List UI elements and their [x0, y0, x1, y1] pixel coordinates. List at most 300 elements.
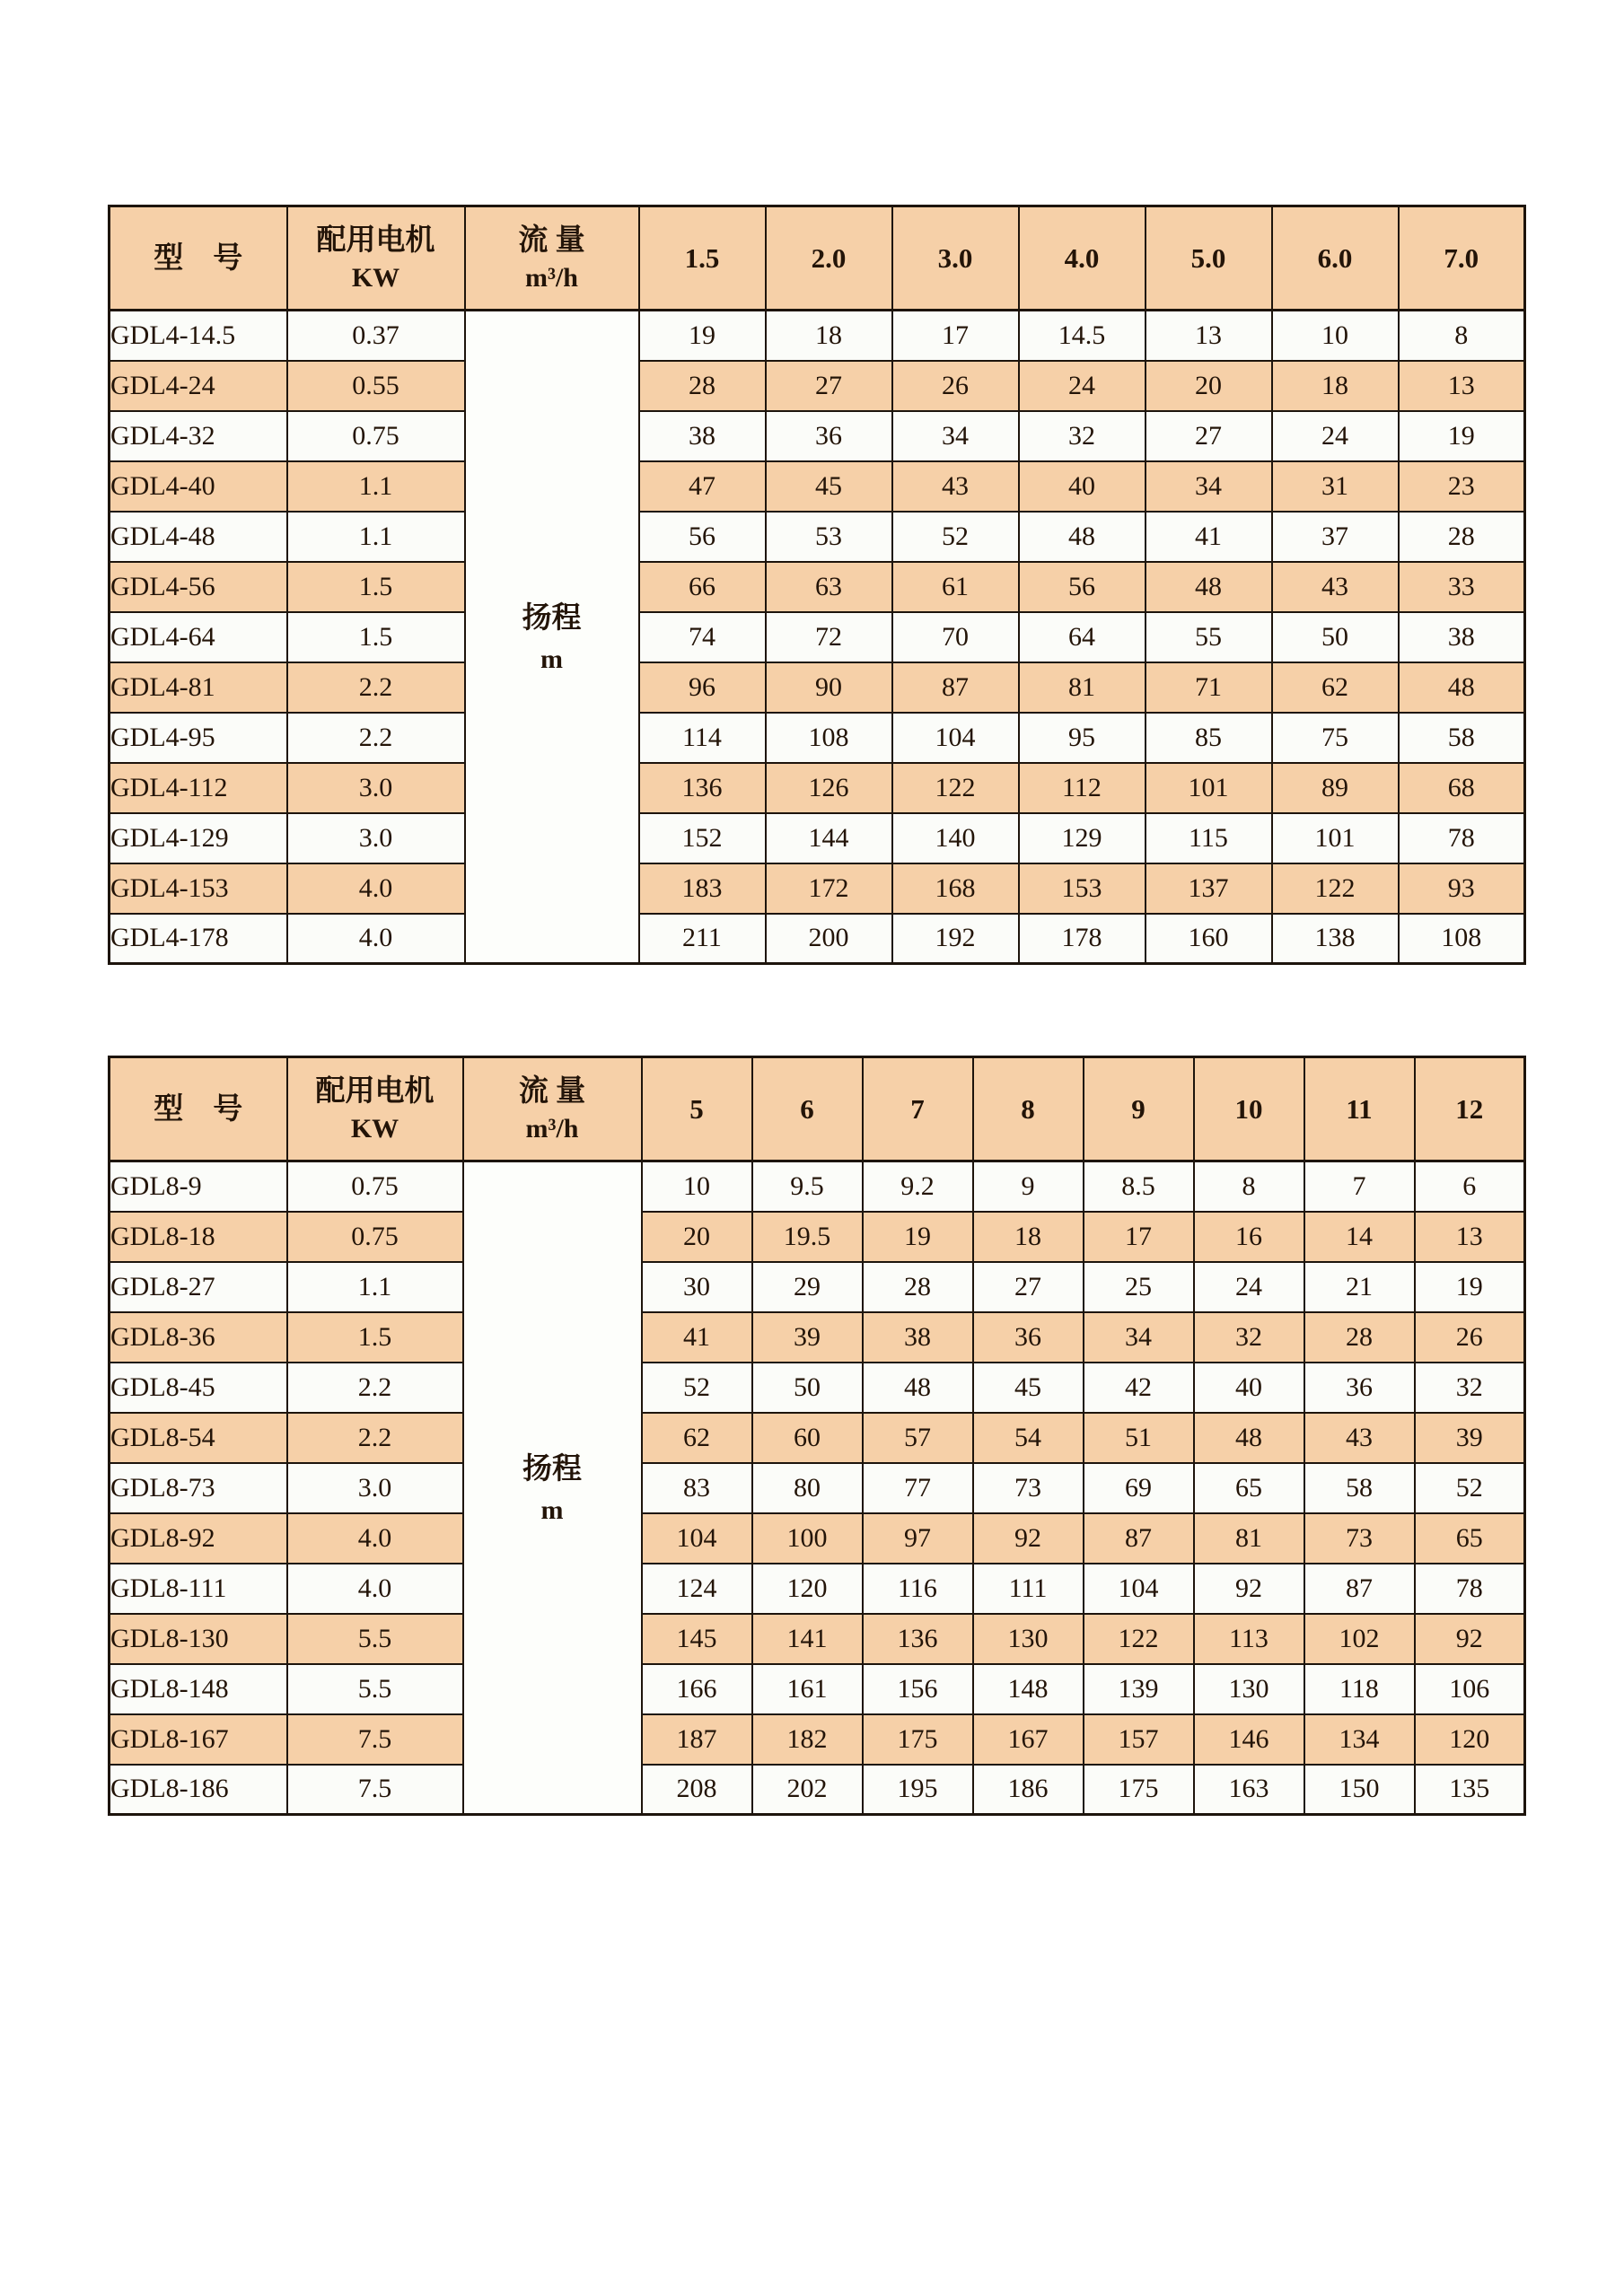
value-cell: 17	[892, 311, 1019, 361]
value-cell: 116	[863, 1564, 973, 1614]
value-cell: 65	[1194, 1463, 1304, 1513]
model-cell: GDL4-112	[110, 763, 287, 813]
kw-cell: 3.0	[287, 763, 465, 813]
value-cell: 48	[1019, 512, 1146, 562]
head-merged-cell: 扬程 m	[465, 311, 639, 964]
value-cell: 175	[863, 1714, 973, 1765]
value-cell: 39	[752, 1312, 863, 1363]
value-cell: 13	[1415, 1212, 1525, 1262]
value-cell: 97	[863, 1513, 973, 1564]
value-cell: 71	[1146, 662, 1272, 713]
kw-cell: 4.0	[287, 1513, 463, 1564]
model-cell: GDL4-64	[110, 612, 287, 662]
kw-cell: 2.2	[287, 1363, 463, 1413]
column-header-flow-value: 6	[752, 1057, 863, 1161]
table-row	[110, 813, 1525, 863]
value-cell: 34	[892, 411, 1019, 461]
head-merged-cell: 扬程 m	[463, 1161, 642, 1815]
value-cell: 40	[1019, 461, 1146, 512]
table-row	[110, 1564, 1525, 1614]
value-cell: 80	[752, 1463, 863, 1513]
model-cell: GDL8-111	[110, 1564, 287, 1614]
table-row	[110, 1664, 1525, 1714]
value-cell: 38	[863, 1312, 973, 1363]
value-cell: 182	[752, 1714, 863, 1765]
value-cell: 14	[1304, 1212, 1415, 1262]
model-cell: GDL8-54	[110, 1413, 287, 1463]
table-row	[110, 461, 1525, 512]
model-cell: GDL4-24	[110, 361, 287, 411]
kw-cell: 1.5	[287, 612, 465, 662]
model-cell: GDL8-36	[110, 1312, 287, 1363]
model-cell: GDL4-81	[110, 662, 287, 713]
column-header-flow-value: 7.0	[1399, 206, 1525, 311]
table-row	[110, 1463, 1525, 1513]
kw-cell: 4.0	[287, 1564, 463, 1614]
value-cell: 26	[1415, 1312, 1525, 1363]
value-cell: 45	[766, 461, 892, 512]
value-cell: 34	[1084, 1312, 1194, 1363]
model-cell: GDL8-73	[110, 1463, 287, 1513]
value-cell: 14.5	[1019, 311, 1146, 361]
value-cell: 10	[642, 1161, 752, 1212]
value-cell: 24	[1019, 361, 1146, 411]
column-header-flow-value: 1.5	[639, 206, 766, 311]
table-row	[110, 863, 1525, 914]
value-cell: 6	[1415, 1161, 1525, 1212]
value-cell: 23	[1399, 461, 1525, 512]
column-header-flow-value: 10	[1194, 1057, 1304, 1161]
value-cell: 43	[892, 461, 1019, 512]
value-cell: 62	[642, 1413, 752, 1463]
column-header-flow-value: 9	[1084, 1057, 1194, 1161]
value-cell: 19	[639, 311, 766, 361]
value-cell: 75	[1272, 713, 1399, 763]
value-cell: 208	[642, 1765, 752, 1815]
value-cell: 38	[639, 411, 766, 461]
value-cell: 28	[1399, 512, 1525, 562]
kw-cell: 4.0	[287, 914, 465, 964]
table-row	[110, 311, 1525, 361]
value-cell: 187	[642, 1714, 752, 1765]
value-cell: 52	[892, 512, 1019, 562]
column-header-flow-value: 12	[1415, 1057, 1525, 1161]
value-cell: 87	[1084, 1513, 1194, 1564]
value-cell: 24	[1194, 1262, 1304, 1312]
kw-cell: 1.5	[287, 1312, 463, 1363]
value-cell: 92	[1415, 1614, 1525, 1664]
value-cell: 135	[1415, 1765, 1525, 1815]
table-row	[110, 713, 1525, 763]
value-cell: 58	[1399, 713, 1525, 763]
table-row	[110, 1262, 1525, 1312]
value-cell: 137	[1146, 863, 1272, 914]
value-cell: 38	[1399, 612, 1525, 662]
column-header-flow-value: 5	[642, 1057, 752, 1161]
value-cell: 63	[766, 562, 892, 612]
value-cell: 56	[639, 512, 766, 562]
value-cell: 45	[973, 1363, 1084, 1413]
value-cell: 146	[1194, 1714, 1304, 1765]
value-cell: 52	[1415, 1463, 1525, 1513]
value-cell: 66	[639, 562, 766, 612]
value-cell: 61	[892, 562, 1019, 612]
table-row	[110, 662, 1525, 713]
column-header-motor: 配用电机 KW	[287, 206, 465, 311]
value-cell: 32	[1019, 411, 1146, 461]
value-cell: 83	[642, 1463, 752, 1513]
pump-table-gdl4	[108, 205, 1526, 965]
value-cell: 48	[863, 1363, 973, 1413]
value-cell: 153	[1019, 863, 1146, 914]
model-cell: GDL4-48	[110, 512, 287, 562]
kw-cell: 4.0	[287, 863, 465, 914]
value-cell: 95	[1019, 713, 1146, 763]
value-cell: 9.2	[863, 1161, 973, 1212]
table-row	[110, 1513, 1525, 1564]
value-cell: 114	[639, 713, 766, 763]
table-row	[110, 1765, 1525, 1815]
value-cell: 145	[642, 1614, 752, 1664]
table-row	[110, 512, 1525, 562]
value-cell: 175	[1084, 1765, 1194, 1815]
value-cell: 29	[752, 1262, 863, 1312]
kw-cell: 1.1	[287, 1262, 463, 1312]
value-cell: 25	[1084, 1262, 1194, 1312]
value-cell: 37	[1272, 512, 1399, 562]
value-cell: 124	[642, 1564, 752, 1614]
value-cell: 48	[1146, 562, 1272, 612]
value-cell: 18	[973, 1212, 1084, 1262]
table-row	[110, 1714, 1525, 1765]
value-cell: 18	[1272, 361, 1399, 411]
kw-cell: 5.5	[287, 1614, 463, 1664]
value-cell: 9.5	[752, 1161, 863, 1212]
value-cell: 112	[1019, 763, 1146, 813]
column-header-flow-value: 4.0	[1019, 206, 1146, 311]
value-cell: 168	[892, 863, 1019, 914]
column-header-flow-value: 2.0	[766, 206, 892, 311]
value-cell: 13	[1399, 361, 1525, 411]
value-cell: 113	[1194, 1614, 1304, 1664]
value-cell: 33	[1399, 562, 1525, 612]
value-cell: 42	[1084, 1363, 1194, 1413]
value-cell: 144	[766, 813, 892, 863]
value-cell: 41	[1146, 512, 1272, 562]
value-cell: 152	[639, 813, 766, 863]
value-cell: 64	[1019, 612, 1146, 662]
value-cell: 8	[1399, 311, 1525, 361]
value-cell: 115	[1146, 813, 1272, 863]
value-cell: 10	[1272, 311, 1399, 361]
value-cell: 161	[752, 1664, 863, 1714]
table-row	[110, 1363, 1525, 1413]
value-cell: 192	[892, 914, 1019, 964]
value-cell: 141	[752, 1614, 863, 1664]
value-cell: 27	[1146, 411, 1272, 461]
value-cell: 18	[766, 311, 892, 361]
table-row	[110, 1312, 1525, 1363]
value-cell: 108	[1399, 914, 1525, 964]
value-cell: 178	[1019, 914, 1146, 964]
value-cell: 139	[1084, 1664, 1194, 1714]
pump-table-gdl8	[108, 1056, 1526, 1816]
table-row	[110, 1614, 1525, 1664]
value-cell: 74	[639, 612, 766, 662]
column-header-flow: 流 量 m³/h	[465, 206, 639, 311]
value-cell: 7	[1304, 1161, 1415, 1212]
value-cell: 39	[1415, 1413, 1525, 1463]
column-header-flow-value: 11	[1304, 1057, 1415, 1161]
value-cell: 200	[766, 914, 892, 964]
model-cell: GDL4-129	[110, 813, 287, 863]
table-row	[110, 361, 1525, 411]
value-cell: 172	[766, 863, 892, 914]
value-cell: 20	[1146, 361, 1272, 411]
kw-cell: 2.2	[287, 1413, 463, 1463]
value-cell: 58	[1304, 1463, 1415, 1513]
value-cell: 81	[1194, 1513, 1304, 1564]
value-cell: 130	[1194, 1664, 1304, 1714]
value-cell: 138	[1272, 914, 1399, 964]
value-cell: 47	[639, 461, 766, 512]
kw-cell: 0.75	[287, 1161, 463, 1212]
value-cell: 102	[1304, 1614, 1415, 1664]
value-cell: 167	[973, 1714, 1084, 1765]
value-cell: 30	[642, 1262, 752, 1312]
value-cell: 9	[973, 1161, 1084, 1212]
value-cell: 73	[973, 1463, 1084, 1513]
value-cell: 48	[1399, 662, 1525, 713]
kw-cell: 3.0	[287, 1463, 463, 1513]
value-cell: 19	[863, 1212, 973, 1262]
value-cell: 130	[973, 1614, 1084, 1664]
value-cell: 48	[1194, 1413, 1304, 1463]
value-cell: 148	[973, 1664, 1084, 1714]
model-cell: GDL8-148	[110, 1664, 287, 1714]
value-cell: 32	[1194, 1312, 1304, 1363]
model-cell: GDL4-56	[110, 562, 287, 612]
model-cell: GDL8-9	[110, 1161, 287, 1212]
value-cell: 21	[1304, 1262, 1415, 1312]
column-header-model: 型 号	[110, 1057, 287, 1161]
column-header-flow-value: 6.0	[1272, 206, 1399, 311]
value-cell: 27	[766, 361, 892, 411]
model-cell: GDL4-95	[110, 713, 287, 763]
kw-cell: 0.55	[287, 361, 465, 411]
kw-cell: 7.5	[287, 1765, 463, 1815]
value-cell: 19	[1415, 1262, 1525, 1312]
value-cell: 163	[1194, 1765, 1304, 1815]
value-cell: 118	[1304, 1664, 1415, 1714]
table-row	[110, 914, 1525, 964]
value-cell: 27	[973, 1262, 1084, 1312]
column-header-motor: 配用电机 KW	[287, 1057, 463, 1161]
model-cell: GDL4-32	[110, 411, 287, 461]
value-cell: 104	[1084, 1564, 1194, 1614]
model-cell: GDL8-18	[110, 1212, 287, 1262]
value-cell: 19	[1399, 411, 1525, 461]
kw-cell: 0.75	[287, 411, 465, 461]
value-cell: 32	[1415, 1363, 1525, 1413]
value-cell: 120	[752, 1564, 863, 1614]
value-cell: 78	[1415, 1564, 1525, 1614]
table-row	[110, 411, 1525, 461]
kw-cell: 3.0	[287, 813, 465, 863]
value-cell: 73	[1304, 1513, 1415, 1564]
value-cell: 77	[863, 1463, 973, 1513]
value-cell: 53	[766, 512, 892, 562]
value-cell: 65	[1415, 1513, 1525, 1564]
value-cell: 19.5	[752, 1212, 863, 1262]
value-cell: 106	[1415, 1664, 1525, 1714]
value-cell: 136	[863, 1614, 973, 1664]
value-cell: 92	[1194, 1564, 1304, 1614]
value-cell: 36	[973, 1312, 1084, 1363]
kw-cell: 2.2	[287, 713, 465, 763]
value-cell: 140	[892, 813, 1019, 863]
value-cell: 54	[973, 1413, 1084, 1463]
value-cell: 100	[752, 1513, 863, 1564]
kw-cell: 2.2	[287, 662, 465, 713]
model-cell: GDL4-153	[110, 863, 287, 914]
value-cell: 40	[1194, 1363, 1304, 1413]
header-row	[110, 1057, 1525, 1161]
value-cell: 28	[863, 1262, 973, 1312]
table-row	[110, 562, 1525, 612]
value-cell: 34	[1146, 461, 1272, 512]
value-cell: 50	[752, 1363, 863, 1413]
kw-cell: 1.1	[287, 512, 465, 562]
model-cell: GDL8-167	[110, 1714, 287, 1765]
value-cell: 136	[639, 763, 766, 813]
value-cell: 120	[1415, 1714, 1525, 1765]
value-cell: 57	[863, 1413, 973, 1463]
value-cell: 36	[1304, 1363, 1415, 1413]
kw-cell: 7.5	[287, 1714, 463, 1765]
kw-cell: 0.75	[287, 1212, 463, 1262]
value-cell: 104	[892, 713, 1019, 763]
value-cell: 111	[973, 1564, 1084, 1614]
value-cell: 156	[863, 1664, 973, 1714]
kw-cell: 1.5	[287, 562, 465, 612]
value-cell: 126	[766, 763, 892, 813]
value-cell: 28	[1304, 1312, 1415, 1363]
value-cell: 108	[766, 713, 892, 763]
value-cell: 211	[639, 914, 766, 964]
header-row	[110, 206, 1525, 311]
column-header-flow-value: 5.0	[1146, 206, 1272, 311]
kw-cell: 0.37	[287, 311, 465, 361]
table-row	[110, 1413, 1525, 1463]
value-cell: 81	[1019, 662, 1146, 713]
value-cell: 20	[642, 1212, 752, 1262]
value-cell: 101	[1272, 813, 1399, 863]
value-cell: 85	[1146, 713, 1272, 763]
value-cell: 51	[1084, 1413, 1194, 1463]
value-cell: 31	[1272, 461, 1399, 512]
table-row	[110, 612, 1525, 662]
value-cell: 96	[639, 662, 766, 713]
column-header-flow: 流 量 m³/h	[463, 1057, 642, 1161]
value-cell: 129	[1019, 813, 1146, 863]
kw-cell: 1.1	[287, 461, 465, 512]
column-header-flow-value: 3.0	[892, 206, 1019, 311]
value-cell: 78	[1399, 813, 1525, 863]
value-cell: 24	[1272, 411, 1399, 461]
value-cell: 13	[1146, 311, 1272, 361]
value-cell: 52	[642, 1363, 752, 1413]
value-cell: 93	[1399, 863, 1525, 914]
value-cell: 90	[766, 662, 892, 713]
value-cell: 17	[1084, 1212, 1194, 1262]
value-cell: 122	[892, 763, 1019, 813]
value-cell: 202	[752, 1765, 863, 1815]
value-cell: 122	[1084, 1614, 1194, 1664]
kw-cell: 5.5	[287, 1664, 463, 1714]
value-cell: 41	[642, 1312, 752, 1363]
model-cell: GDL4-40	[110, 461, 287, 512]
value-cell: 62	[1272, 662, 1399, 713]
value-cell: 89	[1272, 763, 1399, 813]
value-cell: 55	[1146, 612, 1272, 662]
model-cell: GDL4-14.5	[110, 311, 287, 361]
value-cell: 26	[892, 361, 1019, 411]
column-header-flow-value: 7	[863, 1057, 973, 1161]
model-cell: GDL8-27	[110, 1262, 287, 1312]
table-row	[110, 1161, 1525, 1212]
table-row	[110, 1212, 1525, 1262]
value-cell: 195	[863, 1765, 973, 1815]
value-cell: 68	[1399, 763, 1525, 813]
model-cell: GDL8-130	[110, 1614, 287, 1664]
value-cell: 87	[1304, 1564, 1415, 1614]
model-cell: GDL8-186	[110, 1765, 287, 1815]
value-cell: 72	[766, 612, 892, 662]
value-cell: 101	[1146, 763, 1272, 813]
value-cell: 160	[1146, 914, 1272, 964]
model-cell: GDL8-45	[110, 1363, 287, 1413]
value-cell: 183	[639, 863, 766, 914]
value-cell: 122	[1272, 863, 1399, 914]
column-header-model: 型 号	[110, 206, 287, 311]
model-cell: GDL8-92	[110, 1513, 287, 1564]
value-cell: 43	[1304, 1413, 1415, 1463]
value-cell: 92	[973, 1513, 1084, 1564]
value-cell: 186	[973, 1765, 1084, 1815]
value-cell: 150	[1304, 1765, 1415, 1815]
value-cell: 134	[1304, 1714, 1415, 1765]
value-cell: 50	[1272, 612, 1399, 662]
model-cell: GDL4-178	[110, 914, 287, 964]
value-cell: 104	[642, 1513, 752, 1564]
value-cell: 70	[892, 612, 1019, 662]
column-header-flow-value: 8	[973, 1057, 1084, 1161]
value-cell: 43	[1272, 562, 1399, 612]
value-cell: 56	[1019, 562, 1146, 612]
value-cell: 166	[642, 1664, 752, 1714]
value-cell: 69	[1084, 1463, 1194, 1513]
value-cell: 8	[1194, 1161, 1304, 1212]
value-cell: 157	[1084, 1714, 1194, 1765]
value-cell: 36	[766, 411, 892, 461]
value-cell: 8.5	[1084, 1161, 1194, 1212]
value-cell: 87	[892, 662, 1019, 713]
value-cell: 16	[1194, 1212, 1304, 1262]
value-cell: 60	[752, 1413, 863, 1463]
value-cell: 28	[639, 361, 766, 411]
table-row	[110, 763, 1525, 813]
